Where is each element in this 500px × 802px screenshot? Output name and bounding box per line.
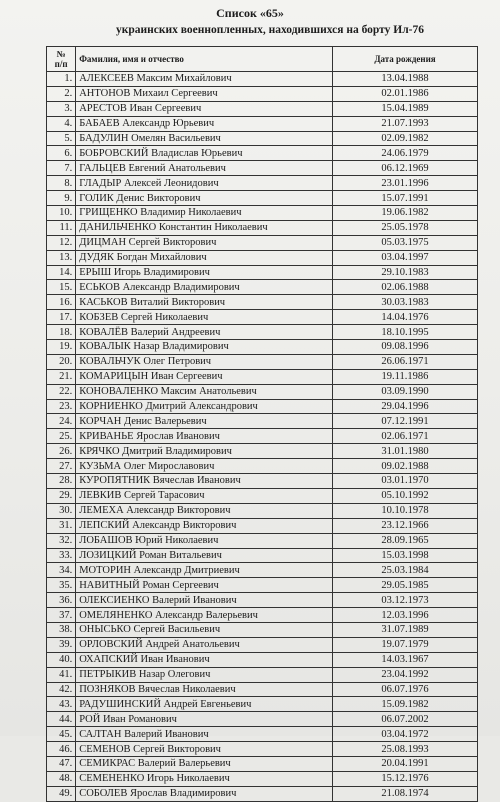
table-row — [47, 563, 478, 578]
row-number: 24. — [47, 414, 76, 429]
row-name: СЕМИКРАС Валерий Валерьевич — [76, 756, 333, 771]
row-birth-date: 18.10.1995 — [332, 325, 477, 340]
header-number-bottom: п/п — [54, 59, 68, 69]
row-birth-date: 09.02.1988 — [332, 459, 477, 474]
row-number: 29. — [47, 488, 76, 503]
row-birth-date: 03.12.1973 — [332, 593, 477, 608]
row-name: КОРЧАН Денис Валерьевич — [76, 414, 333, 429]
table-row — [47, 771, 478, 786]
row-number: 28. — [47, 474, 76, 489]
row-name: ОНЫСЬКО Сергей Васильевич — [76, 622, 333, 637]
table-row — [47, 429, 478, 444]
table-row — [47, 518, 478, 533]
row-birth-date: 12.03.1996 — [332, 608, 477, 623]
row-number: 38. — [47, 622, 76, 637]
row-name: КУЗЬМА Олег Мирославович — [76, 459, 333, 474]
row-name: ЛЕВКИВ Сергей Тарасович — [76, 488, 333, 503]
row-name: ЛЕПСКИЙ Александр Викторович — [76, 518, 333, 533]
table-row — [47, 161, 478, 176]
row-name: КОНОВАЛЕНКО Максим Анатольевич — [76, 384, 333, 399]
row-number: 30. — [47, 503, 76, 518]
header-birth-date: Дата рождения — [332, 47, 477, 72]
table-row — [47, 146, 478, 161]
row-birth-date: 23.01.1996 — [332, 176, 477, 191]
row-birth-date: 14.03.1967 — [332, 652, 477, 667]
row-name: ОХАПСКИЙ Иван Иванович — [76, 652, 333, 667]
row-name: БОБРОВСКИЙ Владислав Юрьевич — [76, 146, 333, 161]
row-name: НАВИТНЫЙ Роман Сергеевич — [76, 578, 333, 593]
row-number: 16. — [47, 295, 76, 310]
row-name: КОВАЛЫК Назар Владимирович — [76, 340, 333, 355]
row-name: БАБАЕВ Александр Юрьевич — [76, 116, 333, 131]
table-row — [47, 444, 478, 459]
row-birth-date: 31.01.1980 — [332, 444, 477, 459]
row-number: 44. — [47, 712, 76, 727]
row-name: КОБЗЕВ Сергей Николаевич — [76, 310, 333, 325]
row-name: РАДУШИНСКИЙ Андрей Евгеньевич — [76, 697, 333, 712]
row-name: АРЕСТОВ Иван Сергеевич — [76, 101, 333, 116]
table-row — [47, 206, 478, 221]
row-name: КОРНИЕНКО Дмитрий Александрович — [76, 399, 333, 414]
table-row — [47, 86, 478, 101]
table-header-row — [47, 47, 478, 72]
row-birth-date: 19.11.1986 — [332, 369, 477, 384]
row-birth-date: 30.03.1983 — [332, 295, 477, 310]
row-birth-date: 10.10.1978 — [332, 503, 477, 518]
row-number: 9. — [47, 191, 76, 206]
row-name: ГАЛЬЦЕВ Евгений Анатольевич — [76, 161, 333, 176]
table-row — [47, 608, 478, 623]
row-birth-date: 25.08.1993 — [332, 742, 477, 757]
row-name: САЛТАН Валерий Иванович — [76, 727, 333, 742]
row-name: МОТОРИН Александр Дмитриевич — [76, 563, 333, 578]
row-birth-date: 06.07.1976 — [332, 682, 477, 697]
row-number: 22. — [47, 384, 76, 399]
table-row — [47, 622, 478, 637]
row-number: 40. — [47, 652, 76, 667]
row-number: 47. — [47, 756, 76, 771]
row-name: ЕРЫШ Игорь Владимирович — [76, 265, 333, 280]
row-number: 12. — [47, 235, 76, 250]
row-birth-date: 03.09.1990 — [332, 384, 477, 399]
table-row — [47, 280, 478, 295]
row-name: ЕСЬКОВ Александр Владимирович — [76, 280, 333, 295]
row-birth-date: 02.06.1971 — [332, 429, 477, 444]
row-number: 19. — [47, 340, 76, 355]
row-name: КОВАЛЬЧУК Олег Петрович — [76, 354, 333, 369]
row-birth-date: 15.12.1976 — [332, 771, 477, 786]
table-row — [47, 548, 478, 563]
table-row — [47, 727, 478, 742]
row-name: ОРЛОВСКИЙ Андрей Анатольевич — [76, 637, 333, 652]
row-number: 48. — [47, 771, 76, 786]
row-name: ОЛЕКСИЕНКО Валерий Иванович — [76, 593, 333, 608]
row-name: БАДУЛИН Омелян Васильевич — [76, 131, 333, 146]
row-birth-date: 14.04.1976 — [332, 310, 477, 325]
row-name: АЛЕКСЕЕВ Максим Михайлович — [76, 72, 333, 87]
row-birth-date: 06.12.1969 — [332, 161, 477, 176]
table-row — [47, 756, 478, 771]
row-name: ГРИЩЕНКО Владимир Николаевич — [76, 206, 333, 221]
row-birth-date: 07.12.1991 — [332, 414, 477, 429]
row-birth-date: 29.10.1983 — [332, 265, 477, 280]
table-row — [47, 340, 478, 355]
table-row — [47, 682, 478, 697]
row-name: ОМЕЛЯНЕНКО Александр Валерьевич — [76, 608, 333, 623]
table-row — [47, 250, 478, 265]
row-number: 4. — [47, 116, 76, 131]
row-number: 33. — [47, 548, 76, 563]
row-birth-date: 02.09.1982 — [332, 131, 477, 146]
row-number: 42. — [47, 682, 76, 697]
table-row — [47, 533, 478, 548]
table-row — [47, 384, 478, 399]
row-number: 18. — [47, 325, 76, 340]
table-row — [47, 414, 478, 429]
row-name: КУРОПЯТНИК Вячеслав Иванович — [76, 474, 333, 489]
row-name: СЕМЕНОВ Сергей Викторович — [76, 742, 333, 757]
row-birth-date: 05.03.1975 — [332, 235, 477, 250]
row-birth-date: 19.06.1982 — [332, 206, 477, 221]
row-birth-date: 26.06.1971 — [332, 354, 477, 369]
table-row — [47, 265, 478, 280]
table-row — [47, 131, 478, 146]
row-number: 26. — [47, 444, 76, 459]
row-number: 3. — [47, 101, 76, 116]
table-row — [47, 503, 478, 518]
table-body — [47, 72, 478, 802]
table-row — [47, 399, 478, 414]
table-row — [47, 354, 478, 369]
row-birth-date: 09.08.1996 — [332, 340, 477, 355]
table-row — [47, 220, 478, 235]
table-row — [47, 459, 478, 474]
row-birth-date: 20.04.1991 — [332, 756, 477, 771]
row-birth-date: 24.06.1979 — [332, 146, 477, 161]
row-birth-date: 05.10.1992 — [332, 488, 477, 503]
row-name: КОМАРИЦЫН Иван Сергеевич — [76, 369, 333, 384]
row-name: КРЯЧКО Дмитрий Владимирович — [76, 444, 333, 459]
row-birth-date: 28.09.1965 — [332, 533, 477, 548]
row-name: ПЕТРЫКИВ Назар Олегович — [76, 667, 333, 682]
row-number: 37. — [47, 608, 76, 623]
header-number — [47, 47, 76, 72]
row-name: РОЙ Иван Романович — [76, 712, 333, 727]
row-birth-date: 23.04.1992 — [332, 667, 477, 682]
table-row — [47, 593, 478, 608]
row-number: 27. — [47, 459, 76, 474]
row-name: ДАНИЛЬЧЕНКО Константин Николаевич — [76, 220, 333, 235]
row-number: 43. — [47, 697, 76, 712]
row-name: ГОЛИК Денис Викторович — [76, 191, 333, 206]
table-row — [47, 295, 478, 310]
row-birth-date: 15.03.1998 — [332, 548, 477, 563]
row-number: 17. — [47, 310, 76, 325]
row-name: КАСЬКОВ Виталий Викторович — [76, 295, 333, 310]
table-row — [47, 176, 478, 191]
row-number: 31. — [47, 518, 76, 533]
row-birth-date: 02.06.1988 — [332, 280, 477, 295]
row-birth-date: 15.04.1989 — [332, 101, 477, 116]
table-row — [47, 742, 478, 757]
row-birth-date: 03.04.1997 — [332, 250, 477, 265]
row-number: 10. — [47, 206, 76, 221]
row-birth-date: 03.04.1972 — [332, 727, 477, 742]
table-row — [47, 72, 478, 87]
table-row — [47, 310, 478, 325]
table-row — [47, 325, 478, 340]
row-birth-date: 03.01.1970 — [332, 474, 477, 489]
table-row — [47, 101, 478, 116]
table-row — [47, 697, 478, 712]
table-row — [47, 116, 478, 131]
row-name: ГЛАДЫР Алексей Леонидович — [76, 176, 333, 191]
table-row — [47, 667, 478, 682]
row-number: 14. — [47, 265, 76, 280]
row-birth-date: 19.07.1979 — [332, 637, 477, 652]
row-name: КРИВАНЬЕ Ярослав Иванович — [76, 429, 333, 444]
header-name: Фамилия, имя и отчество — [76, 47, 333, 72]
table-row — [47, 488, 478, 503]
table-row — [47, 578, 478, 593]
row-number: 23. — [47, 399, 76, 414]
row-birth-date: 25.03.1984 — [332, 563, 477, 578]
row-name: ДУДЯК Богдан Михайлович — [76, 250, 333, 265]
row-number: 36. — [47, 593, 76, 608]
row-number: 45. — [47, 727, 76, 742]
row-number: 34. — [47, 563, 76, 578]
row-name: АНТОНОВ Михаил Сергеевич — [76, 86, 333, 101]
row-birth-date: 25.05.1978 — [332, 220, 477, 235]
row-number: 25. — [47, 429, 76, 444]
row-name: ДИЦМАН Сергей Викторович — [76, 235, 333, 250]
row-name: КОВАЛЁВ Валерий Андреевич — [76, 325, 333, 340]
table-row — [47, 191, 478, 206]
row-number: 2. — [47, 86, 76, 101]
document-title: Список «65» — [216, 6, 284, 20]
row-birth-date: 21.08.1974 — [332, 786, 477, 801]
row-number: 6. — [47, 146, 76, 161]
row-birth-date: 31.07.1989 — [332, 622, 477, 637]
row-number: 49. — [47, 786, 76, 801]
row-number: 35. — [47, 578, 76, 593]
row-name: СЕМЕНЕНКО Игорь Николаевич — [76, 771, 333, 786]
row-number: 41. — [47, 667, 76, 682]
row-birth-date: 21.07.1993 — [332, 116, 477, 131]
row-number: 20. — [47, 354, 76, 369]
row-birth-date: 15.07.1991 — [332, 191, 477, 206]
prisoner-list-table — [46, 46, 478, 802]
row-number: 21. — [47, 369, 76, 384]
row-birth-date: 29.05.1985 — [332, 578, 477, 593]
header-number-top: № — [56, 49, 66, 59]
row-name: ЛОБАШОВ Юрий Николаевич — [76, 533, 333, 548]
row-birth-date: 15.09.1982 — [332, 697, 477, 712]
table-row — [47, 369, 478, 384]
row-number: 39. — [47, 637, 76, 652]
row-number: 5. — [47, 131, 76, 146]
row-number: 1. — [47, 72, 76, 87]
document-subtitle: украинских военнопленных, находившихся на борту Ил-76 — [115, 24, 425, 36]
table-row — [47, 637, 478, 652]
row-number: 46. — [47, 742, 76, 757]
row-number: 8. — [47, 176, 76, 191]
row-name: ПОЗНЯКОВ Вячеслав Николаевич — [76, 682, 333, 697]
table-row — [47, 474, 478, 489]
row-birth-date: 23.12.1966 — [332, 518, 477, 533]
row-number: 7. — [47, 161, 76, 176]
row-name: СОБОЛЕВ Ярослав Владимирович — [76, 786, 333, 801]
table-row — [47, 235, 478, 250]
row-birth-date: 29.04.1996 — [332, 399, 477, 414]
row-name: ЛОЗИЦКИЙ Роман Витальевич — [76, 548, 333, 563]
row-number: 11. — [47, 220, 76, 235]
table-row — [47, 652, 478, 667]
row-number: 13. — [47, 250, 76, 265]
row-number: 15. — [47, 280, 76, 295]
row-birth-date: 06.07.2002 — [332, 712, 477, 727]
row-name: ЛЕМЕХА Александр Викторович — [76, 503, 333, 518]
row-birth-date: 13.04.1988 — [332, 72, 477, 87]
row-number: 32. — [47, 533, 76, 548]
row-birth-date: 02.01.1986 — [332, 86, 477, 101]
table-row — [47, 712, 478, 727]
table-row — [47, 786, 478, 801]
